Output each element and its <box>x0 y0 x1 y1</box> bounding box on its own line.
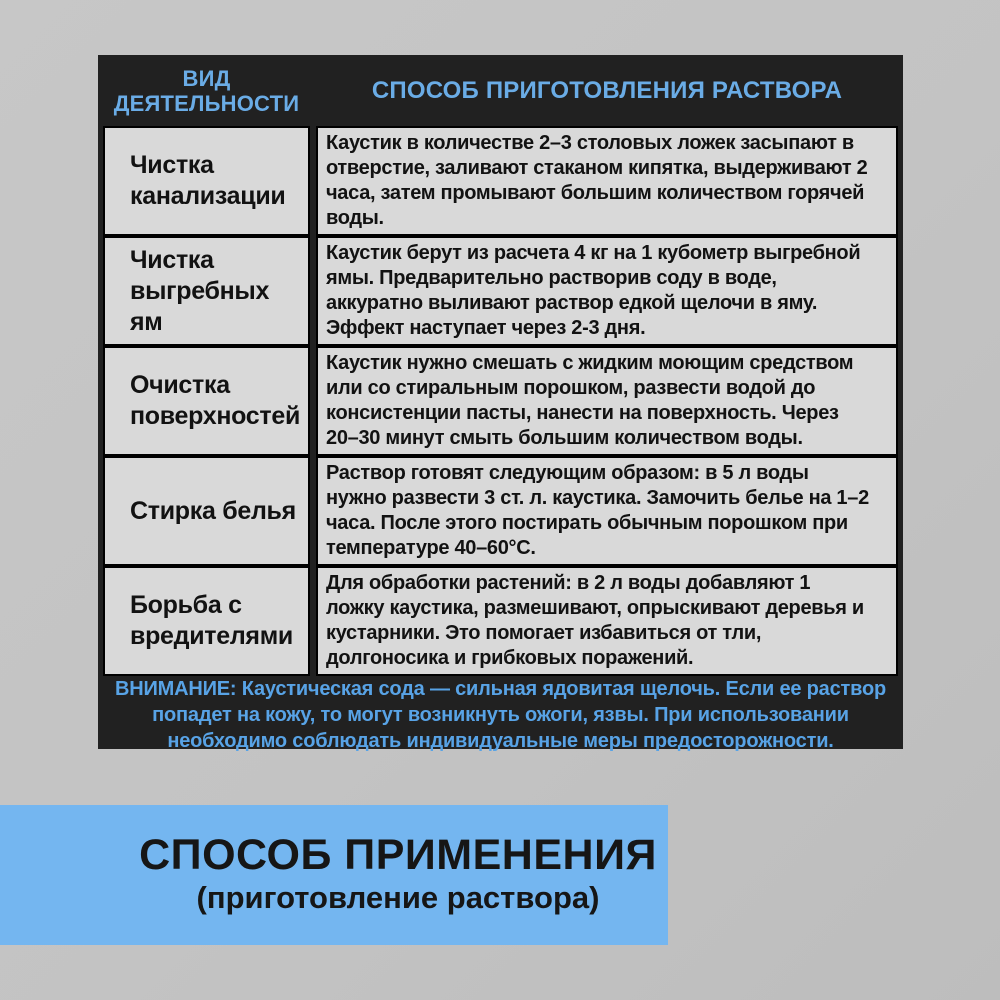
usage-table-panel <box>98 55 903 752</box>
activity-cell-surface-cleaning: Очистка поверхностей <box>103 346 310 456</box>
method-cell-laundry: Раствор готовят следующим образом: в 5 л воды нужно развести 3 ст. л. каустика. Замочить белье на 1–2 часа. После этого постирать обычным порошком при температуре 40–60°С. <box>316 456 898 566</box>
method-cell-surface-cleaning: Каустик нужно смешать с жидким моющим средством или со стиральным порошком, развести водой до консистенции пасты, нанести на поверхность. Через 20–30 минут смыть большим количеством воды. <box>316 346 898 456</box>
caution-note: ВНИМАНИЕ: Каустическая сода — сильная ядовитая щелочь. Если ее раствор попадет на кожу, то могут возникнуть ожоги, язвы. При использовании необходимо соблюдать индивидуальные меры предосторожности. <box>114 678 886 752</box>
activity-cell-drain-cleaning: Чистка канализации <box>103 126 310 236</box>
table-row <box>103 346 898 451</box>
banner-subtitle: (приготовление раствора) <box>196 880 600 915</box>
method-cell-drain-cleaning: Каустик в количестве 2–3 столовых ложек засыпают в отверстие, заливают стаканом кипятка, выдерживают 2 часа, затем промывают большим количеством горячей воды. <box>316 126 898 236</box>
column-header-method: СПОСОБ ПРИГОТОВЛЕНИЯ РАСТВОРА <box>371 76 843 104</box>
table-row <box>103 126 898 231</box>
activity-cell-laundry: Стирка белья <box>103 456 310 566</box>
table-row <box>103 456 898 561</box>
method-cell-cesspool-cleaning: Каустик берут из расчета 4 кг на 1 кубометр выгребной ямы. Предварительно растворив соду в воде, аккуратно выливают раствор едкой щелочи в яму. Эффект наступает через 2-3 дня. <box>316 236 898 346</box>
activity-cell-cesspool-cleaning: Чистка выгребных ям <box>103 236 310 346</box>
column-header-activity: ВИД ДЕЯТЕЛЬНОСТИ <box>113 65 300 116</box>
activity-cell-pest-control: Борьба с вредителями <box>103 566 310 676</box>
bottom-banner <box>0 805 668 945</box>
banner-title: СПОСОБ ПРИМЕНЕНИЯ <box>139 831 657 879</box>
method-cell-pest-control: Для обработки растений: в 2 л воды добавляют 1 ложку каустика, размешивают, опрыскивают деревья и кустарники. Это помогает избавиться от тли, долгоносика и грибковых поражений. <box>316 566 898 676</box>
table-header-row <box>103 60 898 121</box>
table-row <box>103 236 898 341</box>
table-row <box>103 566 898 671</box>
